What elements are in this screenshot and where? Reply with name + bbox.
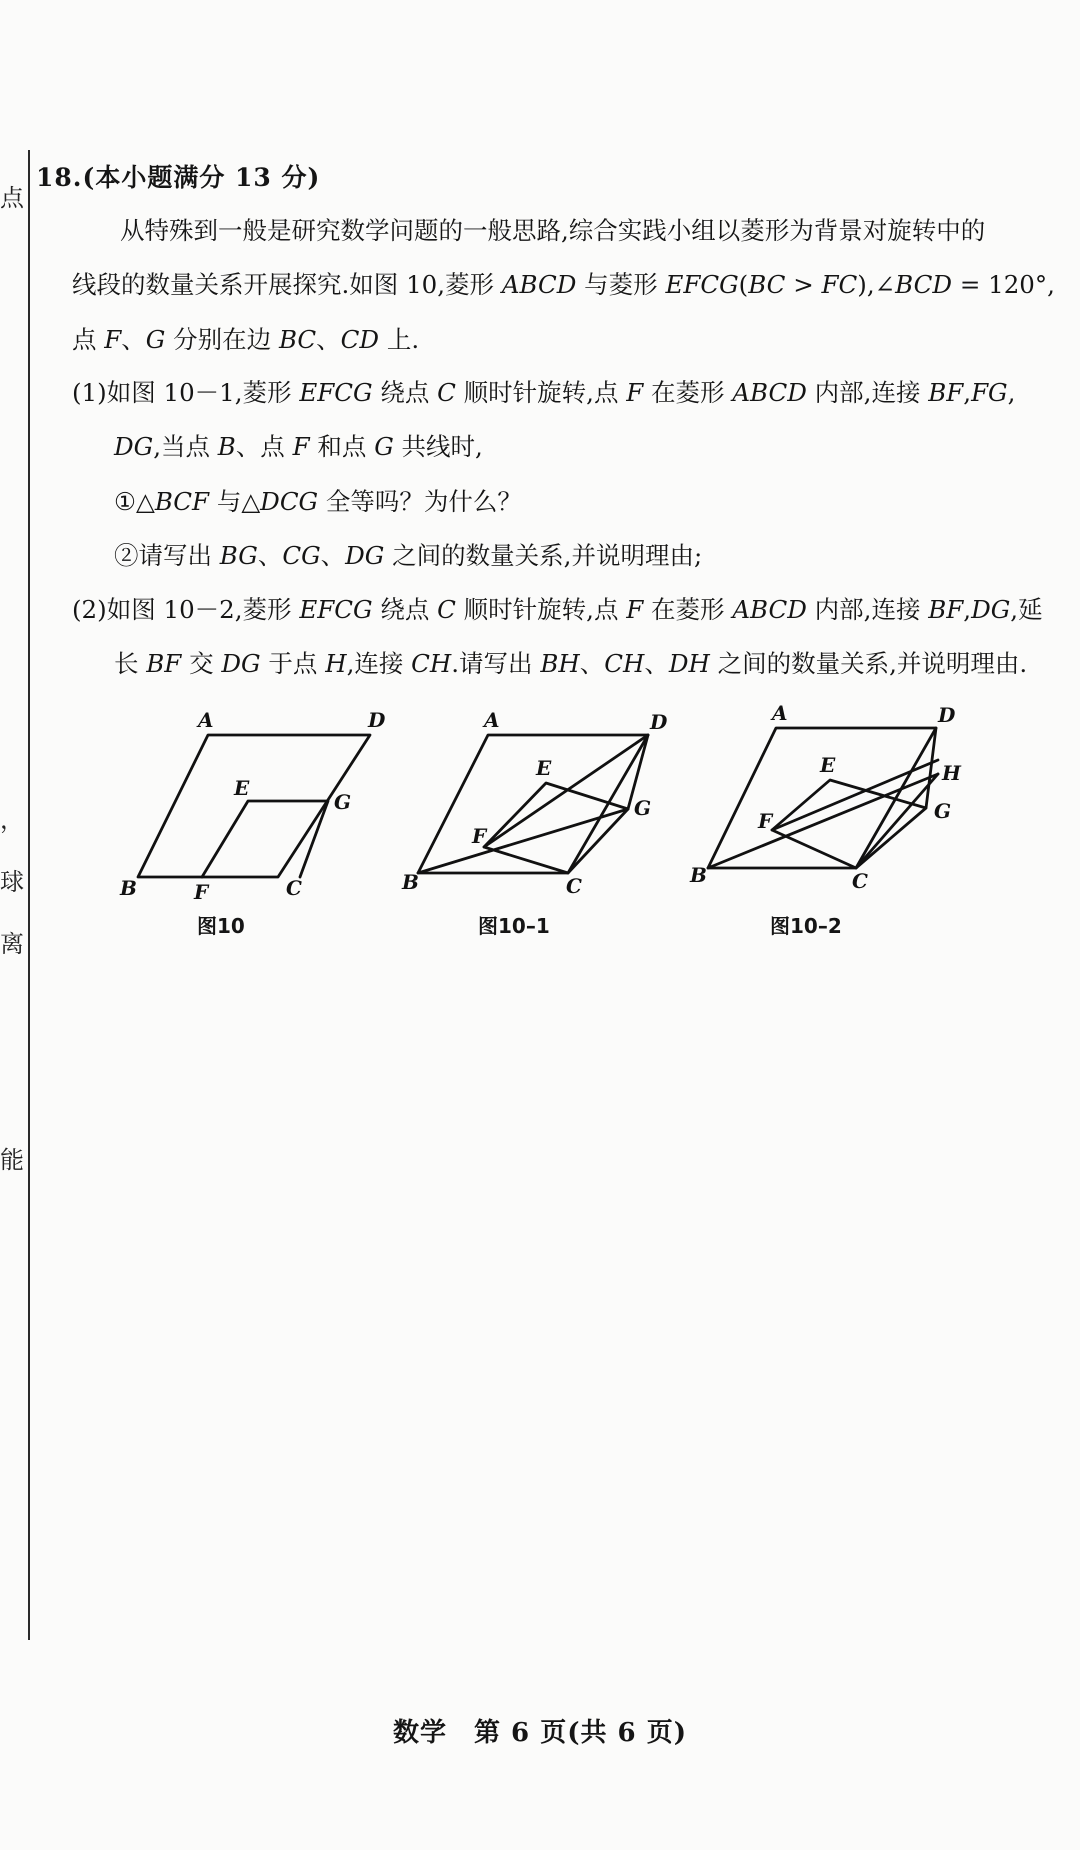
margin-fragment: 能 [0,1146,24,1174]
label-g: G [934,799,952,823]
label-c: C [852,869,868,893]
part-2-line-1: (2)如图 10－2,菱形 EFCG 绕点 C 顺时针旋转,点 F 在菱形 ABCD 内部,连接 BF,DG,延 [72,595,1043,624]
rhombus-efcg [772,780,926,868]
label-b: B [402,870,419,894]
figure-10-diagram [110,705,390,905]
margin-fragment: ， [0,806,24,834]
label-g: G [334,790,352,814]
figure-10-caption: 图10 [197,914,245,938]
part-1-sub-1: ①△BCF 与△DCG 全等吗？为什么？ [114,487,522,516]
label-g: G [634,796,652,820]
rhombus-abcd [708,728,936,868]
intro-line-2: 线段的数量关系开展探究.如图 10,菱形 ABCD 与菱形 EFCG(BC > FC),∠BCD = 120°, [72,270,1055,299]
binding-line [28,150,30,1640]
label-a: A [484,708,500,732]
rhombus-efcg [202,801,328,877]
label-f: F [472,824,487,848]
part-1-sub-2: ②请写出 BG、CG、DG 之间的数量关系,并说明理由; [114,541,703,570]
label-f: F [194,880,209,904]
part-1-line-1: (1)如图 10－1,菱形 EFCG 绕点 C 顺时针旋转,点 F 在菱形 ABCD 内部,连接 BF,FG, [72,378,1016,407]
label-c: C [566,874,582,898]
margin-fragment: 球 [0,868,24,896]
label-e: E [820,753,836,777]
margin-fragment: 离 [0,930,24,958]
label-d: D [650,710,668,734]
label-h: H [942,761,961,785]
part-1-line-2: DG,当点 B、点 F 和点 G 共线时, [114,432,483,461]
label-d: D [368,708,386,732]
figure-10-1-diagram [398,705,678,905]
label-e: E [536,756,552,780]
part-2-line-2: 长 BF 交 DG 于点 H,连接 CH.请写出 BH、CH、DH 之间的数量关系,并说明理由. [114,649,1028,678]
label-d: D [938,703,956,727]
figure-10-2-caption: 图10–2 [770,914,842,938]
figure-10-1-caption: 图10–1 [478,914,550,938]
page-footer: 数学 第 6 页(共 6 页) [393,1718,687,1748]
label-a: A [772,701,788,725]
segment-fd [484,735,648,847]
label-e: E [234,776,250,800]
question-title: 18.(本小题满分 13 分) [36,163,321,192]
segment-dg [926,728,936,808]
intro-line-1: 从特殊到一般是研究数学问题的一般思路,综合实践小组以菱形为背景对旋转中的 [120,216,986,245]
label-c: C [286,876,302,900]
margin-fragment: 点 [0,184,24,212]
intro-line-3: 点 F、G 分别在边 BC、CD 上. [72,325,420,354]
label-b: B [120,876,137,900]
label-b: B [690,863,707,887]
figure-10-2-diagram [686,700,976,900]
label-a: A [198,708,214,732]
label-f: F [758,809,773,833]
